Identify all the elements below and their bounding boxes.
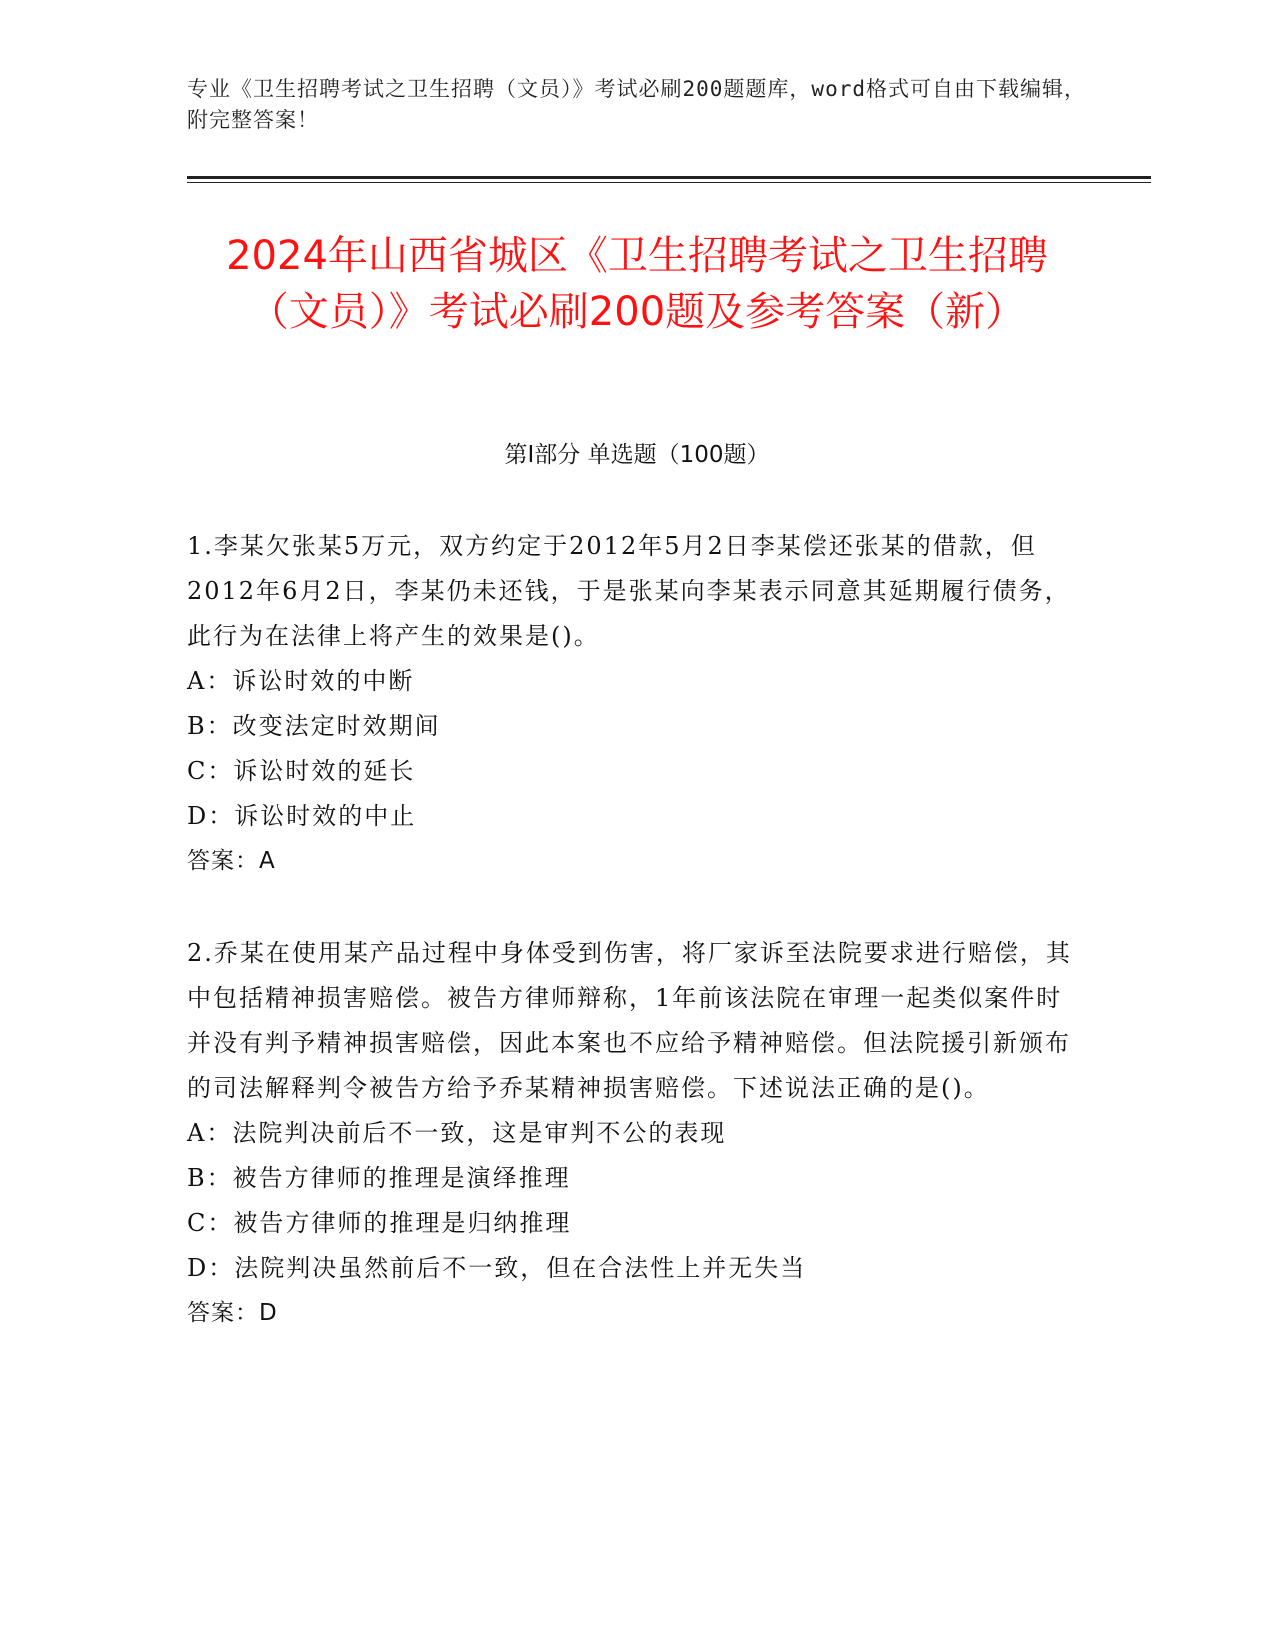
intro-text: 专业《卫生招聘考试之卫生招聘（文员）》考试必刷200题题库，word格式可自由下载编辑，附完整答案！ (187, 77, 1086, 132)
option-d: D：法院判决虽然前后不一致，但在合法性上并无失当 (187, 1254, 807, 1282)
answer-line: 答案：D (187, 1300, 278, 1326)
answer-line: 答案：A (187, 848, 276, 874)
section-heading: 第Ⅰ部分 单选题（100题） (504, 442, 770, 468)
option-b: B：改变法定时效期间 (187, 712, 441, 740)
header-divider-thin (187, 182, 1151, 183)
question-1 (187, 524, 1087, 884)
option-b: B：被告方律师的推理是演绎推理 (187, 1164, 571, 1192)
option-a: A：法院判决前后不一致，这是审判不公的表现 (187, 1119, 727, 1147)
question-2 (187, 931, 1087, 1336)
option-c: C：诉讼时效的延长 (187, 757, 416, 785)
option-a: A：诉讼时效的中断 (187, 667, 415, 695)
option-d: D：诉讼时效的中止 (187, 802, 417, 830)
question-stem: 2.乔某在使用某产品过程中身体受到伤害，将厂家诉至法院要求进行赔偿，其中包括精神损害赔偿。被告方律师辩称，1年前该法院在审理一起类似案件时并没有判予精神损害赔偿，因此本案也不应给予精神赔偿。但法院援引新颁布的司法解释判令被告方给予乔某精神损害赔偿。下述说法正确的是()。 (187, 939, 1072, 1102)
question-stem: 1.李某欠张某5万元，双方约定于2012年5月2日李某偿还张某的借款，但2012年6月2日，李某仍未还钱，于是张某向李某表示同意其延期履行债务，此行为在法律上将产生的效果是()。 (187, 532, 1071, 650)
document-title: 2024年山西省城区《卫生招聘考试之卫生招聘（文员）》考试必刷200题及参考答案（新） (226, 233, 1048, 335)
option-c: C：被告方律师的推理是归纳推理 (187, 1209, 572, 1237)
header-divider-thick (187, 176, 1151, 179)
